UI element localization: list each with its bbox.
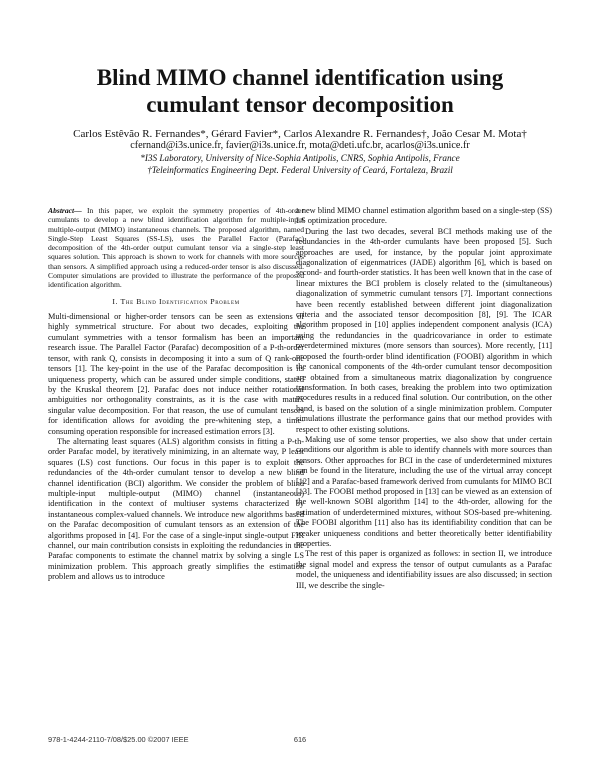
affiliation-2: †Teleinformatics Engineering Dept. Federal University of Ceará, Fortaleza, Brazil	[147, 165, 453, 175]
title-line-2: cumulant tensor decomposition	[146, 92, 454, 117]
abstract: Abstract— In this paper, we exploit the symmetry properties of 4th-order cumulants to develop a new blind identification algorithm for multiple-input multiple-output (MIMO) instantaneous channels. The proposed algorithm, named Single-Step Least Squares (SS-LS), uses the Parallel Factor (Parafac) decomposition of the 4th-order output cumulant tensor via a single-step least squares solution. This approach is shown to work for channels with more sources than sensors. A simplified approach using a reduced-order tensor is also discussed. Computer simulations are provided to illustrate the performance of the proposed identification algorithm.	[48, 206, 304, 290]
page-number: 616	[293, 735, 307, 744]
abstract-label: Abstract	[48, 206, 75, 215]
author-block	[40, 128, 560, 176]
body-paragraph: During the last two decades, several BCI methods making use of the redundancies in the 4th-order cumulants have been proposed [5]. Such approaches are used, for instance, by the popular joint approximate diagonalization of eigenmatrices (JADE) algorithm [6], which is based on second- and fourth-order statistics. It has been well known that in the case of linear mixtures the BCI problem is closely related to the (simultaneous) diagonalization of symmetric cumulant tensors [7]. Important connections have been recently established between different joint diagonalization criteria and the associated tensor decomposition [8], [9]. The ICAR algorithm proposed in [10] applies independent component analysis (ICA) using the redundancies in the quadricovariance in order to estimate overdetermined mixtures (more sensors than sources). More recently, [11] proposed the fourth-order blind identification (FOOBI) algorithm in which the canonical components of the 4th-order cumulant tensor decomposition are obtained from a simultaneous matrix diagonalization by congruence transformation. In both cases, breaking the problem into two optimization procedures results in a reduced final solution. Our contribution, on the other hand, is based on the solution of a single minimization problem. Computer simulations illustrate the performance gains that our method provides with respect to other existing solutions.	[296, 226, 552, 434]
author-names: Carlos Estêvão R. Fernandes*, Gérard Favier*, Carlos Alexandre R. Fernandes†, João Cesar M. Mota†	[73, 128, 527, 140]
section-heading: I. The Blind Identification Problem	[112, 296, 240, 306]
left-column	[48, 206, 304, 583]
body-paragraph: The alternating least squares (ALS) algorithm consists in fitting a P-th-order Parafac model, by iteratively minimizing, in an alternate way, P least squares (LS) cost functions. Our focus in this paper is to exploit the redundancies of the 4th-order cumulant tensor to develop a new blind channel identification (BCI) algorithm. We consider the problem of blind multiple-input multiple-output (MIMO) channel (instantaneous) identification in the context of multiuser systems characterized by instantaneous complex-valued channels. We introduce new algorithms based on the Parafac decomposition of cumulant tensors as an extension of the algorithms proposed in [4]. For the case of a single-input single-output FIR channel, our main contribution consists in exploiting the redundancies in the Parafac components to estimate the channel matrix by solving a single LS minimization problem. This approach greatly simplifies the estimation problem and allows us to introduce	[48, 436, 304, 582]
author-emails: cfernand@i3s.unice.fr, favier@i3s.unice.fr, mota@deti.ufc.br, acarlos@i3s.unice.fr	[130, 140, 470, 151]
affiliation-1: *I3S Laboratory, University of Nice-Sophia Antipolis, CNRS, Sophia Antipolis, France	[140, 153, 460, 163]
body-paragraph: Multi-dimensional or higher-order tensors can be seen as extensions of highly symmetrical structure. For about two decades, exploiting the cumulant symmetries with a tensor formalism has been an important research issue. The Parallel Factor (Parafac) decomposition of a P-th-order tensor, with rank Q, consists in decomposing it into a sum of Q rank-one tensors [1]. The key-point in the use of the Parafac decomposition is its uniqueness property, which can be assured under simple conditions, stated by the Kruskal theorem [2]. Parafac does not induce neither rotational ambiguities nor orthogonality constraints, as it is the case with matrix singular value decomposition. For that reason, the use of cumulant tensors for identification allows for avoiding the pre-whitening step, a time-consuming operation responsible for increased estimation errors [3].	[48, 312, 304, 436]
body-paragraph: Making use of some tensor properties, we also show that under certain conditions our algorithm is able to identify channels with more sources than sensors. Other approaches for BCI in the case of underdetermined mixtures can be found in the literature, including the use of the virtual array concept [12] and a Parafac-based framework derived from cumulants for MIMO BCI [13]. The FOOBI method proposed in [13] can be viewed as an extension of the well-known SOBI algorithm [14] to the 4th-order, allowing for the estimation of underdetermined mixtures, without SOS-based pre-whitening. The FOOBI algorithm [11] also has its identifiability condition that can be weaker uniqueness conditions and better theoretically better identifiability properties.	[296, 434, 552, 548]
body-paragraph: The rest of this paper is organized as follows: in section II, we introduce the signal model and express the tensor of output cumulants as a Parafac model, the uniqueness and identifiability issues are also discussed; in section III, we describe the single-	[296, 549, 552, 590]
abstract-text: In this paper, we exploit the symmetry properties of 4th-order cumulants to develop a new blind identification algorithm for multiple-input multiple-output (MIMO) instantaneous channels. The proposed algorithm, named Single-Step Least Squares (SS-LS), uses the Parallel Factor (Parafac) decomposition of the 4th-order output cumulant tensor via a single-step least squares solution. This approach is shown to work for channels with more sources than sensors. A simplified approach using a reduced-order tensor is also discussed. Computer simulations are provided to illustrate the performance of the proposed identification algorithm.	[48, 206, 304, 290]
copyright-line: 978-1-4244-2110-7/08/$25.00 ©2007 IEEE	[48, 735, 189, 744]
title-line-1: Blind MIMO channel identification using	[96, 65, 504, 90]
paper-title	[40, 64, 560, 118]
right-column	[296, 206, 552, 591]
body-paragraph: a new blind MIMO channel estimation algorithm based on a single-step (SS) LS optimization procedure.	[296, 206, 552, 226]
